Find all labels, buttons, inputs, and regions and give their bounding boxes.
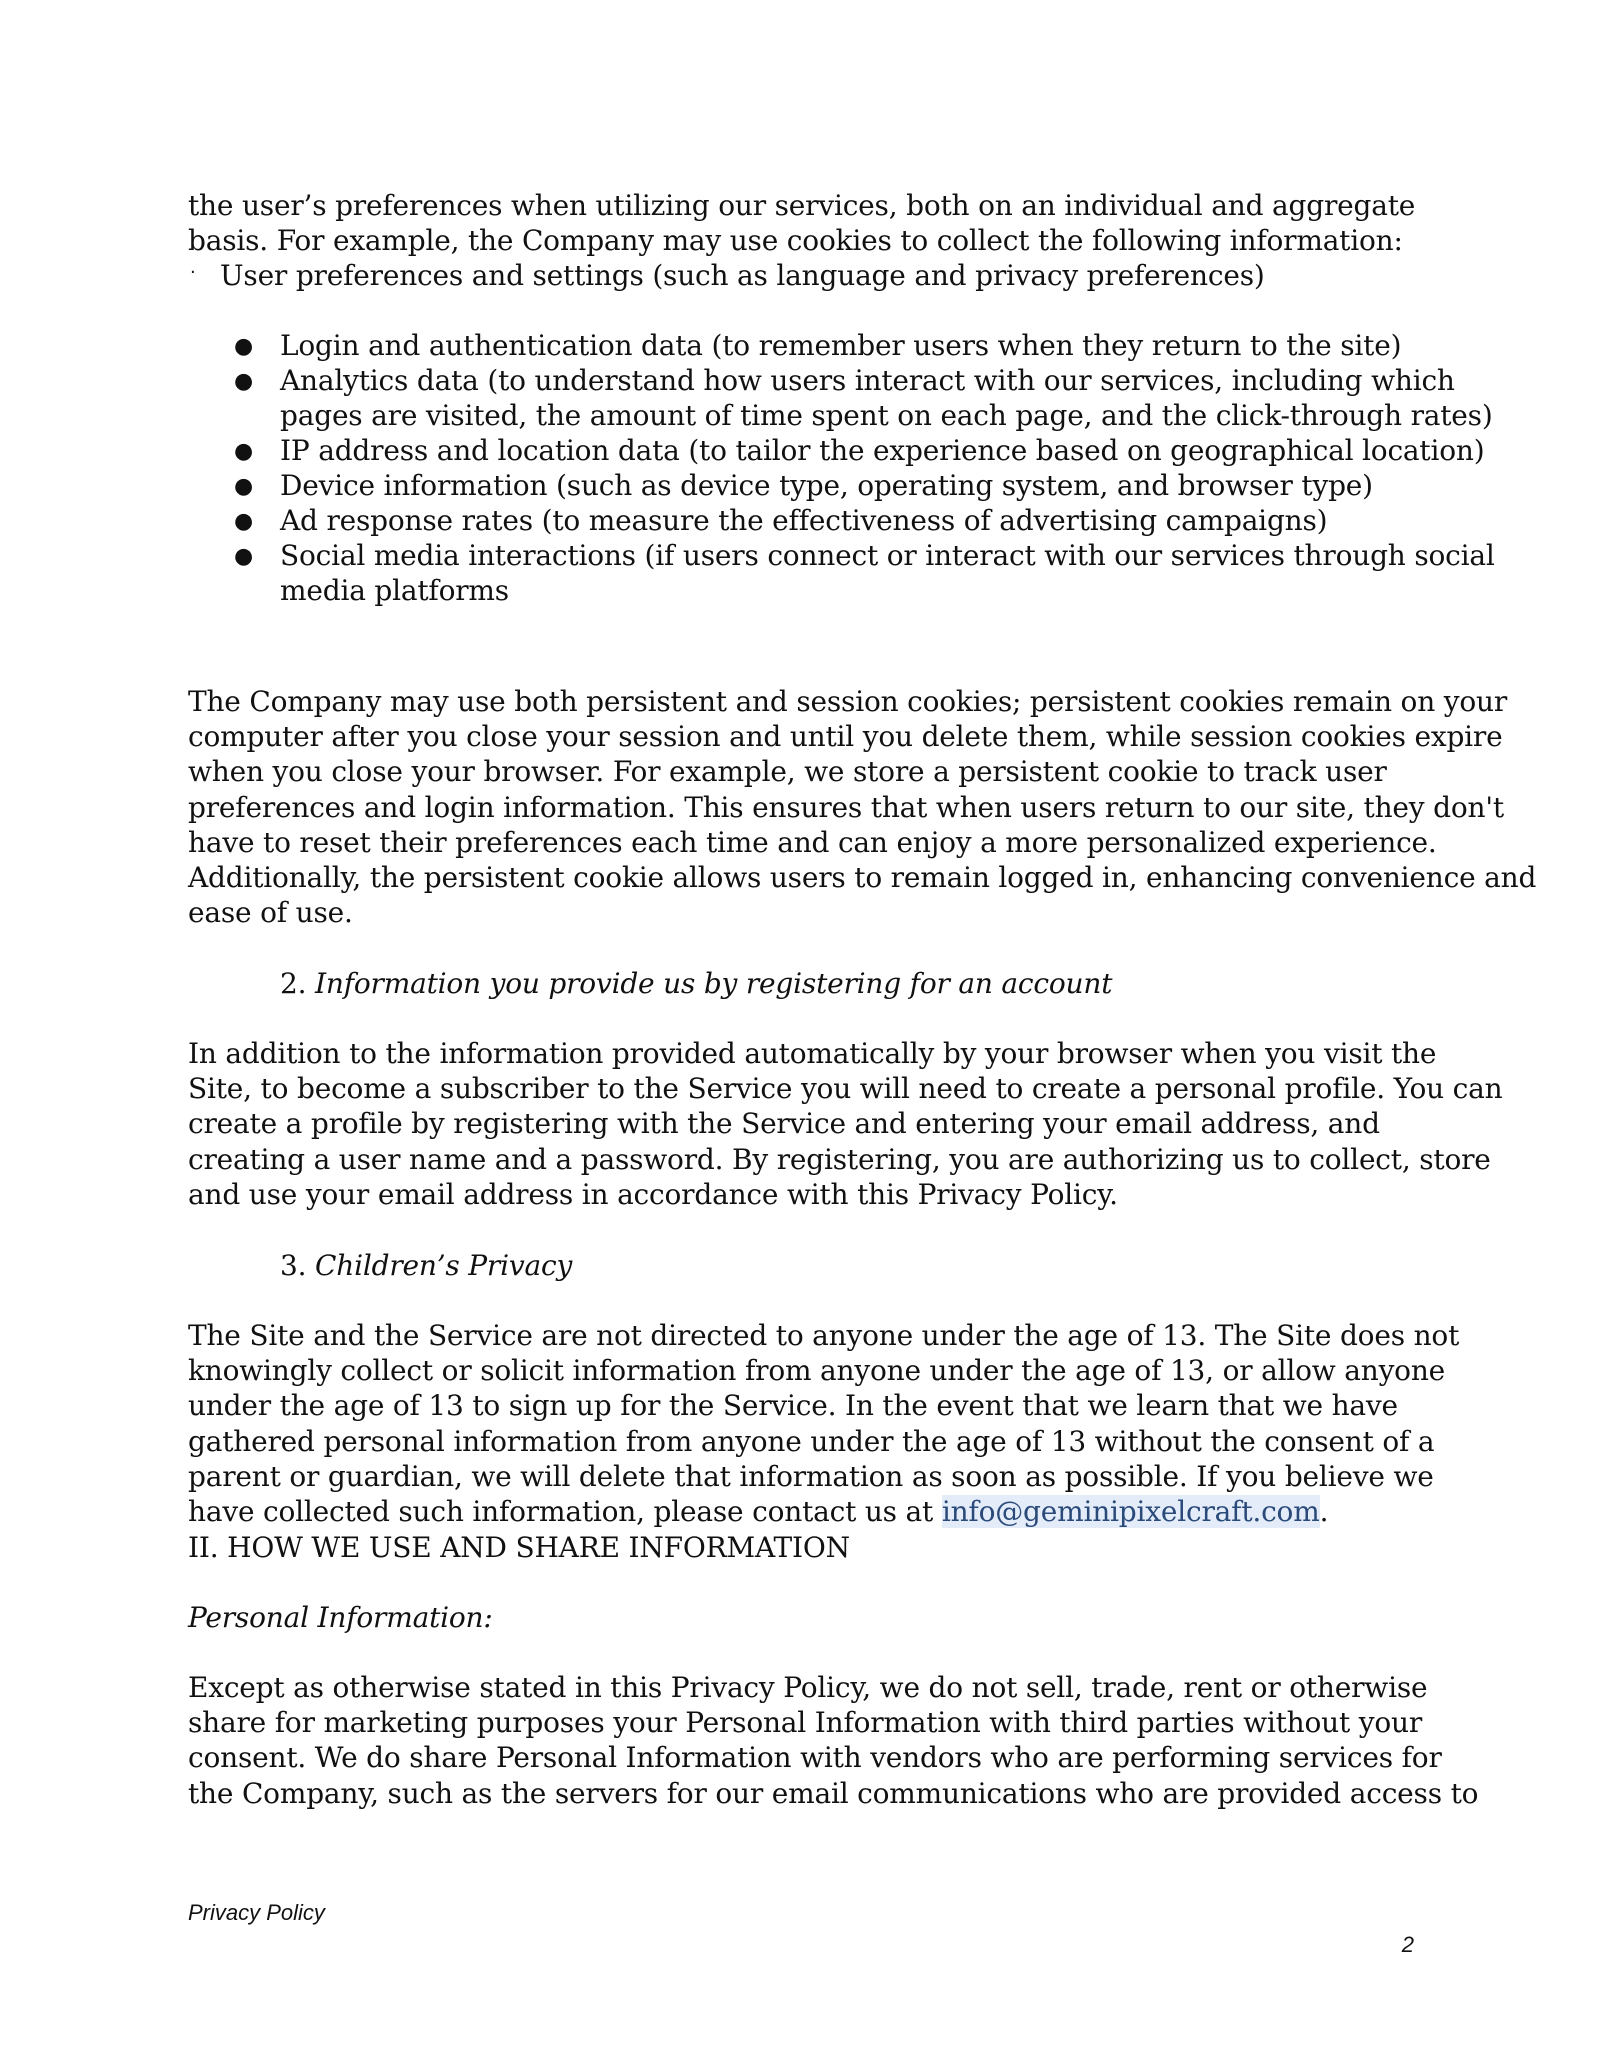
section-heading-3 [280,1248,1520,1283]
paragraph-line: ease of use. [188,896,353,930]
paragraph-line: knowingly collect or solicit information from anyone under the age of 13, or allow anyone [188,1354,1446,1388]
heading-text: Children’s Privacy [315,1249,573,1282]
paragraph-line: parent or guardian, we will delete that information as soon as possible. If you believe we [188,1459,1434,1493]
list-item-text: media platforms [280,574,509,608]
list-item [280,503,1520,538]
paragraph-line: The Site and the Service are not directed to anyone under the age of 13. The Site does not [188,1319,1460,1352]
paragraph-line: Except as otherwise stated in this Privacy Policy, we do not sell, trade, rent or otherwise [188,1671,1428,1704]
paragraph-line: consent. We do share Personal Information with vendors who are performing services for [188,1741,1442,1775]
bullet-icon: ● [234,334,254,359]
bullet-icon: ● [234,474,254,499]
heading-number: 3. [280,1249,307,1282]
paragraph-line: gathered personal information from anyone under the age of 13 without the consent of a [188,1424,1435,1458]
list-item [280,328,1520,363]
bullet-icon: ● [234,509,254,534]
section-2-heading [188,1530,1428,1565]
contact-email-link[interactable]: info@geminipixelcraft.com [941,1494,1320,1528]
page-number: 2 [1401,1932,1414,1957]
paragraph-line: The Company may use both persistent and session cookies; persistent cookies remain on your [188,685,1508,718]
paragraph-line: share for marketing purposes your Personal Information with third parties without your [188,1706,1423,1740]
middle-dot-bullet-icon: · [190,262,196,283]
paragraph-line: have to reset their preferences each time and can enjoy a more personalized experience. [188,825,1437,859]
list-item [280,433,1520,468]
bullet-icon: ● [234,369,254,394]
list-item-text: Ad response rates (to measure the effectiveness of advertising campaigns) [280,504,1328,537]
paragraph-line: computer after you close your session and until you delete them, while session cookies expire [188,720,1503,754]
intro-line-1: the user’s preferences when utilizing our services, both on an individual and aggregate [188,189,1416,222]
paragraph-line: Additionally, the persistent cookie allows users to remain logged in, enhancing convenience and [188,860,1537,894]
personal-info-heading [188,1600,1428,1635]
paragraph-line: creating a user name and a password. By registering, you are authorizing us to collect, store [188,1142,1491,1176]
intro-line-2: basis. For example, the Company may use cookies to collect the following information: [188,224,1403,258]
list-item [280,468,1520,503]
paragraph-line: In addition to the information provided automatically by your browser when you visit the [188,1037,1437,1070]
bullet-icon: ● [234,439,254,464]
heading-text: Information you provide us by registering for an account [315,967,1113,1000]
share-paragraph [188,1670,1479,1811]
dot-bullet-text: User preferences and settings (such as language and privacy preferences) [220,259,1265,292]
list-item-text: Social media interactions (if users connect or interact with our services through social [280,539,1495,572]
register-paragraph [188,1036,1503,1212]
list-item [280,363,1520,433]
list-item-text: Login and authentication data (to remember users when they return to the site) [280,329,1402,362]
section-title: II. HOW WE USE AND SHARE INFORMATION [188,1531,850,1564]
paragraph-line: under the age of 13 to sign up for the Service. In the event that we learn that we have [188,1389,1398,1423]
contact-text: have collected such information, please contact us at [188,1494,942,1528]
paragraph-line: Site, to become a subscriber to the Service you will need to create a personal profile. You can [188,1072,1503,1106]
intro-paragraph [188,188,1428,258]
paragraph-line-last [188,1494,1428,1529]
section-heading-2 [280,966,1520,1001]
paragraph-line: and use your email address in accordance with this Privacy Policy. [188,1177,1118,1211]
list-item-text: Device information (such as device type, operating system, and browser type) [280,469,1373,502]
list-item [280,538,1520,608]
paragraph-line: preferences and login information. This ensures that when users return to our site, they don't [188,790,1504,824]
list-item-text: pages are visited, the amount of time spent on each page, and the click-through rates) [280,399,1493,433]
subheading-text: Personal Information: [188,1601,493,1634]
sentence-period: . [1319,1494,1329,1528]
list-item-text: IP address and location data (to tailor the experience based on geographical location) [280,434,1485,467]
children-paragraph [188,1318,1460,1529]
paragraph-line: when you close your browser. For example, we store a persistent cookie to track user [188,755,1387,789]
footer-title: Privacy Policy [188,1900,325,1925]
dot-bullet-item [220,258,1460,293]
bullet-icon: ● [234,544,254,569]
paragraph-line: create a profile by registering with the Service and entering your email address, and [188,1107,1380,1141]
heading-number: 2. [280,967,307,1000]
paragraph-line: the Company, such as the servers for our email communications who are provided access to [188,1776,1479,1810]
cookies-paragraph [188,684,1537,930]
list-item-text: Analytics data (to understand how users interact with our services, including which [280,364,1455,397]
